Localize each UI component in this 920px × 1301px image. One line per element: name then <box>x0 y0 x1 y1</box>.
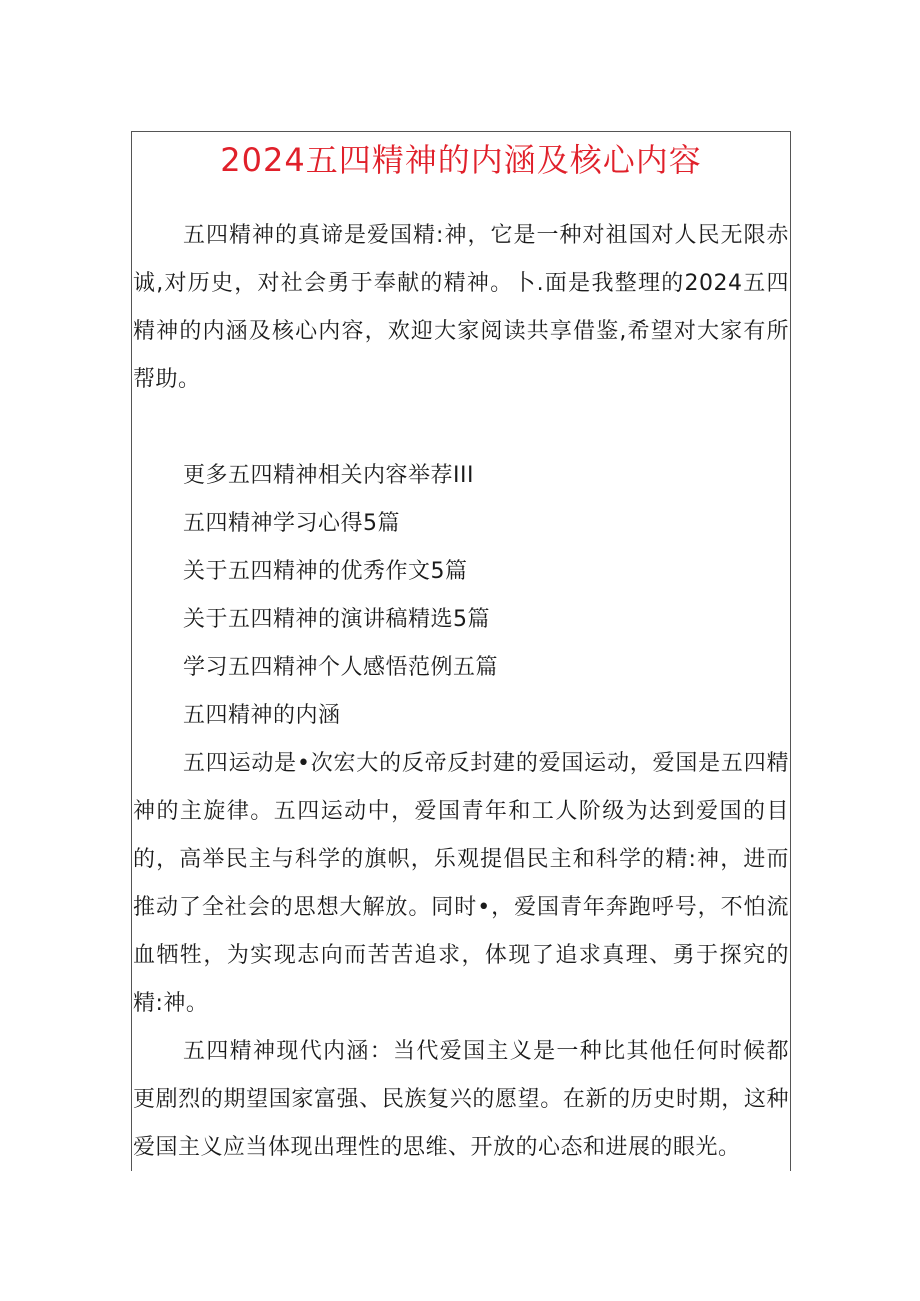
link-item-speeches[interactable]: 关于五四精神的演讲稿精选5篇 <box>183 607 490 632</box>
connotation-paragraph: 五四运动是•次宏大的反帝反封建的爱国运动，爱国是五四精神的主旋律。五四运动中，爱国青年和工人阶级为达到爱国的目的，高举民主与科学的旗帜，乐观提倡民主和科学的精:神，进而推动了全社会的思想大解放。同时•，爱国青年奔跑呼号，不怕流血牺牲，为实现志向而苦苦追求，体现了追求真理、勇于探究的精:神。 <box>133 751 789 1016</box>
link-item-study-notes[interactable]: 五四精神学习心得5篇 <box>183 511 400 536</box>
link-item-recommend[interactable]: 更多五四精神相关内容举荐III <box>183 463 474 488</box>
modern-connotation-paragraph: 五四精神现代内涵：当代爱国主义是一种比其他任何时候都更剧烈的期望国家富强、民族复兴的愿望。在新的历史时期，这种爱国主义应当体现出理性的思维、开放的心态和进展的眼光。 <box>133 1039 789 1160</box>
link-item-insights[interactable]: 学习五四精神个人感悟范例五篇 <box>183 655 499 680</box>
document-title: 2024五四精神的内涵及核心内容 <box>220 141 702 179</box>
intro-paragraph: 五四精神的真谛是爱国精:神，它是一种对祖国对人民无限赤诚,对历史，对社会勇于奉献的精神。卜.面是我整理的2024五四精神的内涵及核心内容，欢迎大家阅读共享借鉴,希望对大家有所帮助。 <box>133 223 789 392</box>
section-heading: 五四精神的内涵 <box>183 703 341 728</box>
link-item-essays[interactable]: 关于五四精神的优秀作文5篇 <box>183 559 468 584</box>
